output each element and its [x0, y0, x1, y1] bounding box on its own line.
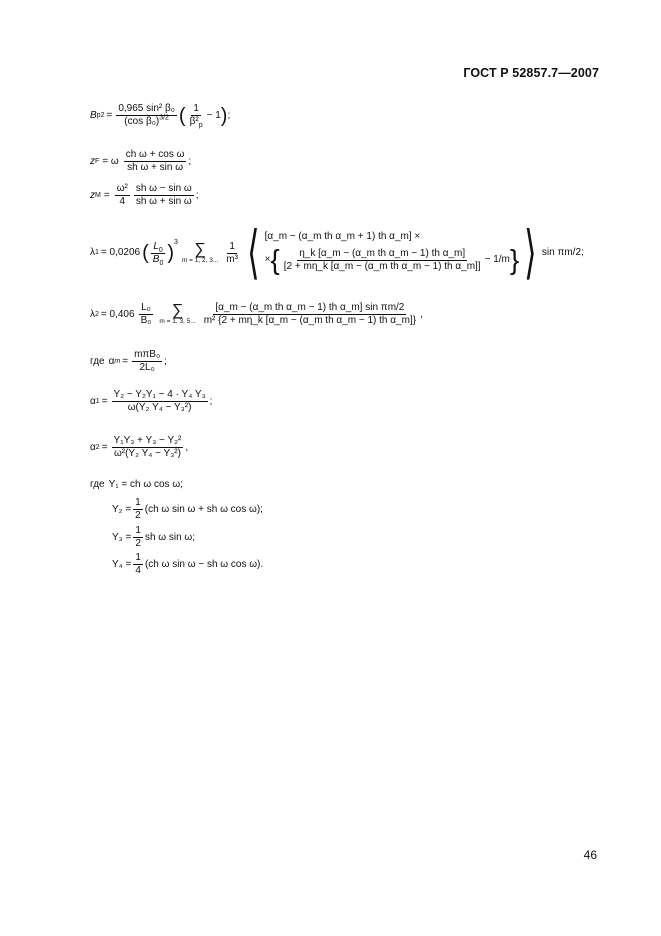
zf-end: ;	[188, 155, 192, 167]
lambda2-denominator: m² {2 + mη_k [α_m − (α_m th α_m − 1) th α_m]}	[203, 315, 417, 326]
alpha-m-denominator: 2L₀	[139, 362, 155, 373]
alpha1-denominator: ω(Y₂ Y₄ − Y₃²)	[127, 402, 192, 413]
formula-zf: z F = ω $\frac{\text{ch ω + cos ω}}{\text{sh ω + sin ω}}$ ;	[90, 149, 192, 173]
lambda1-ratio	[151, 242, 166, 265]
lambda2-lhs: λ	[90, 308, 95, 320]
lambda1-line1: [α_m − (α_m th α_m + 1) th α_m] ×	[264, 231, 421, 242]
lambda2-coef-num: L₀	[141, 302, 151, 313]
bp2-denominator: (cos β₀)	[124, 116, 160, 127]
lambda1-m-den: m³	[226, 253, 238, 265]
formula-bp2: B p2 = $\frac{\text{0,965 sin² β₀}}{(\cos \beta_0)^{3/2}}$ ( $\frac{1}{\beta^2_р}$ − 1 ) ;	[90, 103, 231, 129]
lambda1-ratio-num: L	[153, 240, 159, 252]
zm-coef-num: ω²	[116, 183, 128, 194]
zm-denominator: sh ω + sin ω	[135, 196, 192, 207]
lambda1-sum: ∑ m = 1, 2, 3...	[181, 240, 219, 264]
formula-y4	[112, 553, 263, 576]
lambda1-lhs: λ	[90, 247, 95, 258]
lambda1-inner-tail: − 1/m	[484, 254, 510, 265]
alpha2-fraction	[112, 436, 184, 459]
zf-lhs: z	[90, 155, 95, 167]
document-header: ГОСТ Р 52857.7—2007	[463, 66, 599, 80]
alpha1-fraction	[112, 390, 208, 413]
lambda1-trail: sin πm/2	[541, 247, 582, 258]
y2-rhs: (ch ω sin ω + sh ω cos ω);	[144, 503, 263, 515]
bp2-inner-fraction	[188, 104, 205, 127]
y2-den: 2	[135, 510, 141, 521]
lambda2-end: ,	[420, 308, 423, 320]
alpha-m-numerator: mπB₀	[134, 349, 161, 360]
y4-den: 4	[135, 565, 141, 576]
zf-fraction	[124, 150, 187, 173]
lambda2-coef-fraction	[139, 303, 154, 326]
zm-lhs: z	[90, 189, 95, 201]
alpha1-end: ;	[209, 395, 213, 407]
y3-rhs: sh ω sin ω;	[144, 531, 196, 543]
alpha-m-fraction	[132, 350, 162, 373]
bp2-fraction	[116, 104, 177, 127]
zm-eq: =	[103, 189, 110, 201]
alpha2-end: ,	[185, 441, 189, 453]
zm-coef-fraction	[115, 184, 130, 207]
y3-lhs: Y₃ =	[112, 531, 132, 543]
lambda2-numerator: [α_m − (α_m th α_m − 1) th α_m] sin πm/2	[215, 302, 405, 313]
y2-fraction	[133, 498, 143, 521]
y2-num: 1	[135, 497, 141, 508]
lambda1-m-fraction	[224, 242, 240, 265]
formula-lambda2: λ 2 = 0,406 $\frac{\text{L₀}}{\text{B₀}}$ ∑ m = 1, 3, 5... $\frac{\text{[α\_m − (α\_m th α\_m − 1) th α\_m] sin πm/2}}{\text{m² \{2 + mη\_k [α\_m − (α\_m th α\_m − 1) th α\_m]\}}}$ ,	[90, 302, 423, 326]
alpha2-eq: =	[101, 441, 108, 453]
y4-rhs: (ch ω sin ω − sh ω cos ω).	[144, 558, 264, 570]
bp2-tail: − 1	[206, 109, 221, 121]
y3-den: 2	[135, 538, 141, 549]
lambda1-inner-num: η_k [α_m − (α_m th α_m − 1) th α_m]	[299, 247, 466, 259]
alpha2-numerator: Y₁Y₃ + Y₃ − Y₂²	[113, 435, 182, 446]
lambda2-coef: = 0,406	[100, 308, 135, 320]
alpha2-denominator: ω²(Y₂ Y₄ − Y₃²)	[113, 448, 181, 459]
lambda2-sum: ∑ m = 1, 3, 5...	[159, 302, 196, 326]
y4-num: 1	[135, 552, 141, 563]
zf-coef: = ω	[102, 155, 119, 167]
formula-zm: z M = $\frac{\text{ω²}}{4}$ $\frac{\text{sh ω − sin ω}}{\text{sh ω + sin ω}}$ ;	[90, 183, 199, 207]
page-number: 46	[583, 848, 597, 862]
bp2-end: ;	[227, 109, 231, 121]
alpha1-eq: =	[101, 395, 108, 407]
formula-lambda1: λ 1 = 0,0206 ( $\frac{L_0}{B_0}$ ) $^3$ ∑ m = 1, 2, 3... $\frac{1}{\text{m³}}$ ⟨ [α_m − (α_m th α_m + 1) th α_m] × × { $\frac{\text{η\_k [α\_m − (α\_m th α\_m − 1) th α\_m]}}{\text{[2 + mη\_k [α\_m − (α\_m th α\_m − 1) th α\_m]]}}$ − 1/m } ⟩ sin πm/2 ;	[90, 220, 584, 285]
bp2-inner-num: 1	[193, 103, 199, 114]
formula-alpha2: α 2 = $\frac{\text{Y₁Y₃ + Y₃ − Y₂²}}{\text{ω²(Y₂ Y₄ − Y₃²)}}$ ,	[90, 435, 189, 459]
lambda1-inner-fraction	[282, 249, 483, 272]
y3-num: 1	[135, 525, 141, 536]
lambda1-m-num: 1	[229, 240, 235, 252]
lambda2-coef-den: B₀	[140, 315, 152, 326]
formula-y2	[112, 498, 263, 521]
zm-coef-den: 4	[119, 196, 126, 207]
y1-prefix: где	[90, 479, 105, 490]
alpha-m-prefix: где	[90, 355, 105, 367]
alpha-m-end: ;	[164, 355, 167, 367]
lambda1-ratio-den: B	[152, 253, 160, 265]
alpha2-lhs: α	[90, 441, 96, 453]
lambda2-fraction	[202, 303, 418, 326]
alpha-m-lhs-sub: m	[114, 357, 121, 365]
y4-fraction	[133, 553, 143, 576]
zm-end: ;	[195, 189, 199, 201]
lambda1-body: [α_m − (α_m th α_m + 1) th α_m] × × { $\frac{\text{η\_k [α\_m − (α\_m th α\_m − 1) th α\_m]}}{\text{[2 + mη\_k [α\_m − (α\_m th α\_m − 1) th α\_m]]}}$ − 1/m }	[264, 231, 520, 275]
y1-text: Y₁ = ch ω cos ω;	[108, 479, 183, 490]
bp2-numerator: 0,965 sin² β₀	[118, 103, 175, 114]
lambda1-ratio-num-sub: 0	[158, 246, 163, 254]
alpha-m-eq: =	[122, 355, 129, 367]
zf-denominator: sh ω + sin ω	[127, 162, 184, 173]
zm-fraction	[134, 184, 194, 207]
bp2-inner-den-sub: р	[198, 122, 203, 129]
lambda1-end: ;	[581, 247, 584, 258]
formula-alpha-m	[90, 350, 167, 373]
lambda1-sum-range: m = 1, 2, 3...	[181, 256, 219, 264]
bp2-inner-den: β²	[189, 116, 199, 127]
alpha1-lhs: α	[90, 395, 96, 407]
formula-y3	[112, 526, 195, 549]
y4-lhs: Y₄ =	[112, 558, 132, 570]
bp2-den-exp: 3/2	[159, 114, 169, 122]
lambda1-inner-den: [2 + mη_k [α_m − (α_m th α_m − 1) th α_m]]	[283, 260, 481, 272]
formula-y1	[90, 480, 183, 490]
alpha-m-lhs: α	[108, 355, 115, 367]
y2-lhs: Y₂ =	[112, 503, 132, 515]
lambda1-coef: = 0,0206	[100, 247, 141, 258]
zf-numerator: ch ω + cos ω	[125, 149, 185, 160]
formula-alpha1: α 1 = $\frac{\text{Y₂ − Y₂Y₁ − 4 · Y₄ Y₃}}{\text{ω(Y₂ Y₄ − Y₃²)}}$ ;	[90, 389, 213, 413]
lambda1-ratio-den-sub: 0	[159, 259, 164, 267]
y3-fraction	[133, 526, 143, 549]
bp2-lhs: B	[90, 109, 97, 121]
lambda2-sum-range: m = 1, 3, 5...	[159, 318, 196, 326]
alpha1-numerator: Y₂ − Y₂Y₁ − 4 · Y₄ Y₃	[113, 389, 206, 400]
zm-numerator: sh ω − sin ω	[135, 183, 192, 194]
